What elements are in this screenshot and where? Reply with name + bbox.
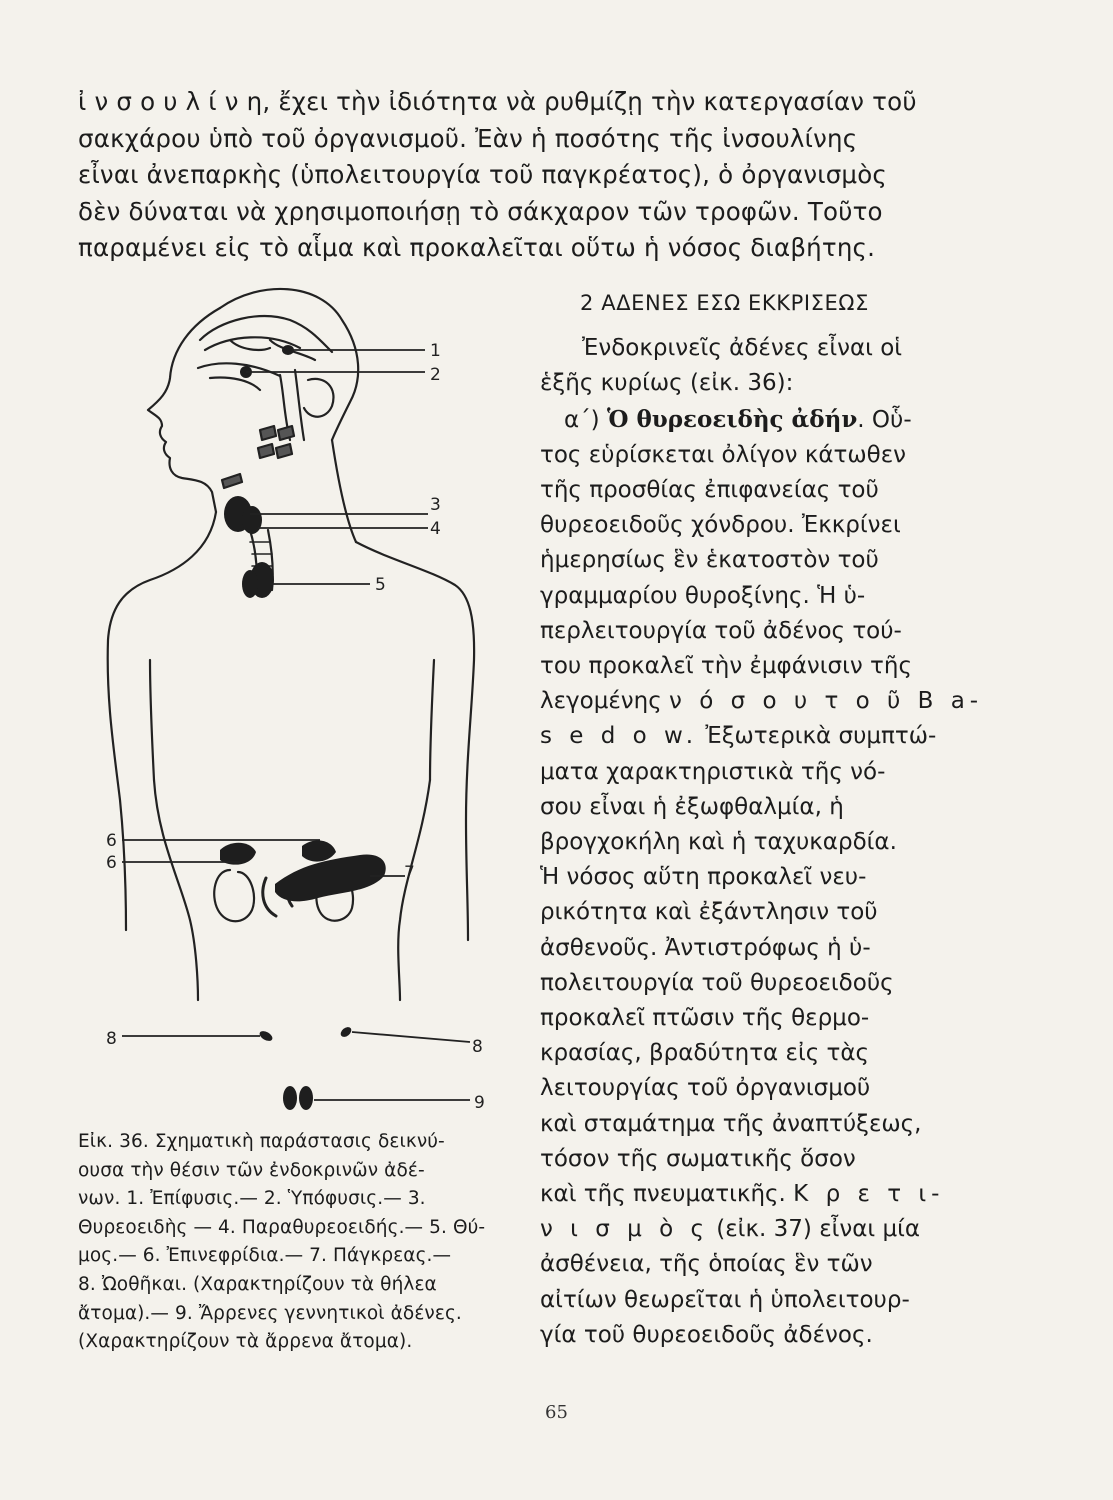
section-line: Ἡ νόσος αὕτη προκαλεῖ νευ- <box>540 864 867 891</box>
left-testis <box>283 1086 297 1110</box>
section-line: αἰτίων θεωρεῖται ἡ ὑπολειτουρ- <box>540 1286 910 1313</box>
intro-line: εἶναι ἀνεπαρκὴς (ὑπολειτουργία τοῦ παγκρέατος), ὁ ὀργανισμὸς <box>78 160 887 189</box>
figure-label-6a: 6 <box>106 831 117 851</box>
section-line: καὶ σταμάτημα τῆς ἀναπτύξεως, <box>540 1110 922 1137</box>
right-testis <box>299 1086 313 1110</box>
caption-line: ουσα τὴν θέσιν τῶν ἐνδοκρινῶν ἀδέ- <box>78 1159 425 1181</box>
kret-spaced-2: ν ι σ μ ὸ ς <box>540 1216 709 1243</box>
section-heading: 2 ΑΔΕΝΕΣ ΕΣΩ ΕΚΚΡΙΣΕΩΣ <box>580 291 869 315</box>
section-line: του προκαλεῖ τὴν ἐμφάνισιν τῆς <box>540 653 912 680</box>
basedow-spaced-2: s e d o w. <box>540 723 699 750</box>
figure-label-5: 5 <box>375 575 386 595</box>
section-line: γία τοῦ θυρεοειδοῦς ἀδένος. <box>540 1321 873 1348</box>
section-line: προκαλεῖ πτῶσιν τῆς θερμο- <box>540 1005 870 1032</box>
section-line: γραμμαρίου θυροξίνης. Ἡ ὑ- <box>540 582 866 609</box>
thyroid-gland-right <box>242 506 262 534</box>
face-profile <box>148 308 220 512</box>
section-line: τῆς προσθίας ἐπιφανείας τοῦ <box>540 477 879 504</box>
section-line: ἀσθενοῦς. Ἀντιστρόφως ἡ ὑ- <box>540 934 871 961</box>
left-ovary <box>258 1029 274 1043</box>
right-adrenal-gland <box>302 840 336 861</box>
section-line: Ἐνδοκρινεῖς ἀδένες εἶναι οἱ <box>582 335 903 362</box>
ureter <box>263 878 276 916</box>
left-kidney <box>214 870 254 921</box>
basedow-spaced: ν ό σ ο υ τ ο ῦ B a- <box>669 688 984 715</box>
figure-label-7: 7 <box>404 863 415 883</box>
intro-paragraph <box>78 84 958 267</box>
section-line: τος εὑρίσκεται ὀλίγον κάτωθεν <box>540 441 907 468</box>
pancreas <box>275 854 386 901</box>
cerebellum <box>304 379 333 417</box>
basedow-rest: Ἐξωτερικὰ συμπτώ- <box>698 723 937 750</box>
section-line: βρογχοκήλη καὶ ἡ ταχυκαρδία. <box>540 829 897 856</box>
section-line: πολειτουργία τοῦ θυρεοειδοῦς <box>540 969 894 996</box>
kret-spaced: Κ ρ ε τ ι- <box>793 1181 945 1208</box>
item-title: Ὁ θυρεοειδὴς ἀδήν <box>606 405 858 433</box>
kret-line <box>540 1177 945 1212</box>
kret-prefix: καὶ τῆς πνευματικῆς. <box>540 1181 794 1208</box>
basedow-prefix: λεγομένης <box>540 688 670 715</box>
intro-line: ἰ ν σ ο υ λ ί ν η, ἔχει τὴν ἰδιότητα νὰ ρυθμίζῃ τὴν κατεργασίαν τοῦ <box>78 87 917 116</box>
caption-line: ἄτομα).— 9. Ἄρρενες γεννητικοὶ ἀδένες. <box>78 1302 462 1324</box>
caption-line: Εἰκ. 36. Σχηματικὴ παράστασις δεικνύ- <box>78 1131 445 1152</box>
left-waist <box>154 780 198 1000</box>
kret-line-2 <box>540 1212 945 1247</box>
section-line: σου εἶναι ἡ ἐξωφθαλμία, ἡ <box>540 793 844 820</box>
intro-line: σακχάρου ὑπὸ τοῦ ὀργανισμοῦ. Ἐὰν ἡ ποσότης τῆς ἰνσουλίνης <box>78 123 858 153</box>
leader-line-8-right <box>352 1032 470 1042</box>
left-shoulder <box>108 512 216 930</box>
section-line: λειτουργίας τοῦ ὀργανισμοῦ <box>540 1075 871 1102</box>
figure-label-2: 2 <box>430 365 441 385</box>
figure-label-3: 3 <box>430 495 441 515</box>
neck-back <box>332 440 356 542</box>
figure-label-6b: 6 <box>106 853 117 873</box>
section-line: τόσον τῆς σωματικῆς ὅσον <box>540 1145 856 1172</box>
section-line: ἑξῆς κυρίως (εἰκ. 36): <box>540 370 794 397</box>
caption-line: νων. 1. Ἐπίφυσις.— 2. Ὑπόφυσις.— 3. <box>78 1188 426 1210</box>
basedow-line <box>540 684 984 719</box>
section-line: θυρεοειδοῦς χόνδρου. Ἐκκρίνει <box>540 512 901 539</box>
figure-label-9: 9 <box>474 1093 485 1113</box>
kret-rest: (εἰκ. 37) εἶναι μία <box>708 1216 921 1243</box>
figure-label-8-right: 8 <box>472 1037 483 1057</box>
spine-block <box>222 426 294 488</box>
right-arm-inner <box>430 660 434 780</box>
figure-label-4: 4 <box>430 519 441 539</box>
caption-line: (Χαρακτηρίζουν τὰ ἄρρενα ἄτομα). <box>78 1331 413 1353</box>
thyroid-item-line <box>540 402 945 438</box>
figure-label-1: 1 <box>430 341 441 361</box>
intro-line: παραμένει εἰς τὸ αἷμα καὶ προκαλεῖται οὕτω ἡ νόσος διαβήτης. <box>78 233 876 262</box>
intro-line: δὲν δύναται νὰ χρησιμοποιήσῃ τὸ σάκχαρον τῶν τροφῶν. Τοῦτο <box>78 196 883 226</box>
caption-line: Θυρεοειδὴς — 4. Παραθυρεοειδής.— 5. Θύ- <box>78 1216 486 1238</box>
section-line: ἀσθένεια, τῆς ὁποίας ἓν τῶν <box>540 1251 873 1278</box>
endocrine-glands-figure <box>70 280 510 1130</box>
left-arm-inner <box>150 660 154 780</box>
figure-caption <box>78 1128 503 1357</box>
figure-label-8-left: 8 <box>106 1029 117 1049</box>
section-line: ρικότητα καὶ ἐξάντλησιν τοῦ <box>540 899 878 926</box>
thymus-gland-right <box>242 570 258 598</box>
item-first-suffix: . Οὗ- <box>857 406 912 433</box>
right-ovary <box>339 1025 353 1039</box>
right-waist <box>398 780 430 1000</box>
caption-line: 8. Ὠοθῆκαι. (Χαρακτηρίζουν τὰ θήλεα <box>78 1273 437 1295</box>
item-prefix: α΄) <box>564 406 607 433</box>
basedow-line-2 <box>540 719 945 754</box>
section-line: περλειτουργία τοῦ ἀδένος τού- <box>540 617 902 644</box>
section-line: ἡμερησίως ἓν ἑκατοστὸν τοῦ <box>540 547 879 574</box>
right-column-text <box>540 286 984 1353</box>
page-number: 65 <box>545 1402 568 1423</box>
caption-line: μος.— 6. Ἐπινεφρίδια.— 7. Πάγκρεας.— <box>78 1245 452 1267</box>
section-line: ματα χαρακτηριστικὰ τῆς νό- <box>540 758 886 785</box>
section-line: κρασίας, βραδύτητα εἰς τὰς <box>540 1040 870 1067</box>
